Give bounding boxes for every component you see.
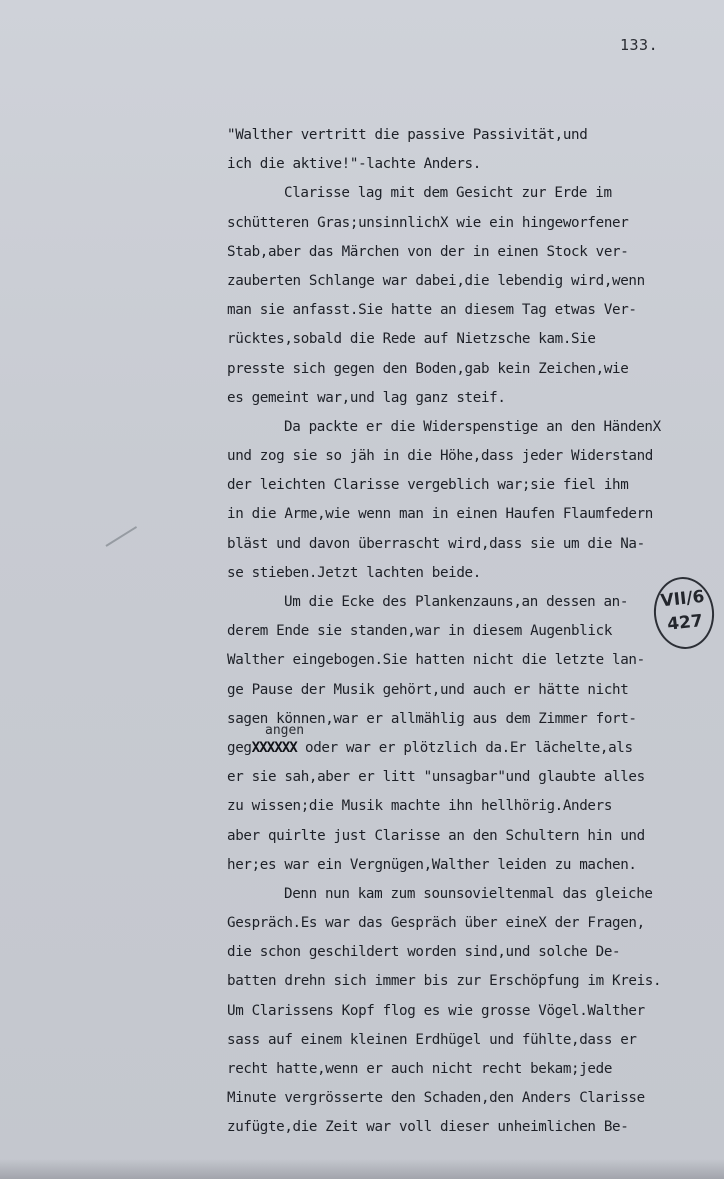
- text-line-1: "Walther vertritt die passive Passivität,und: [227, 127, 588, 143]
- page-number: 133.: [620, 36, 659, 54]
- typescript-body: [227, 121, 697, 1143]
- text-line-22: oder war er plötzlich da.Er lächelte,als: [305, 739, 633, 756]
- text-line-21: sagen können,war er allmählig aus dem Zimmer fort-: [227, 710, 637, 727]
- text-line-10: es gemeint war,und lag ganz steif.: [227, 389, 506, 406]
- text-line-13: der leichten Clarisse vergeblich war;sie fiel ihm: [227, 477, 629, 494]
- text-line-26: her;es war ein Vergnügen,Walther leiden zu machen.: [227, 856, 637, 873]
- text-line-30: batten drehn sich immer bis zur Erschöpfung im Kreis.: [227, 973, 662, 990]
- stamp-bottom-text: 427: [666, 611, 704, 635]
- text-line-20: ge Pause der Musik gehört,und auch er hätte nicht: [227, 681, 629, 698]
- text-line-18: derem Ende sie standen,war in diesem Augenblick: [227, 623, 613, 640]
- margin-pencil-mark: [105, 526, 137, 547]
- text-line-3: Clarisse lag mit dem Gesicht zur Erde im: [284, 185, 612, 202]
- text-line-27: Denn nun kam zum sounsovieltenmal das gleiche: [284, 885, 653, 902]
- text-line-9: presste sich gegen den Boden,gab kein Zeichen,wie: [227, 360, 629, 377]
- stamp-top-text: VII/6: [659, 586, 706, 612]
- text-line-24: zu wissen;die Musik machte ihn hellhörig.Anders: [227, 798, 613, 815]
- text-line-6: zauberten Schlange war dabei,die lebendig wird,wenn: [227, 272, 645, 289]
- text-line-23: er sie sah,aber er litt "unsagbar"und glaubte alles: [227, 769, 645, 786]
- text-line-31: Um Clarissens Kopf flog es wie grosse Vögel.Walther: [227, 1002, 645, 1019]
- text-line-17: Um die Ecke des Plankenzauns,an dessen an-: [284, 594, 629, 610]
- text-line-35: zufügte,die Zeit war voll dieser unheimlichen Be-: [227, 1119, 629, 1136]
- text-line-7: man sie anfasst.Sie hatte an diesem Tag etwas Ver-: [227, 302, 637, 319]
- text-line-2: ich die aktive!"-lachte Anders.: [227, 156, 481, 173]
- text-line-15: bläst und davon überrascht wird,dass sie um die Na-: [227, 535, 645, 552]
- text-line-28: Gespräch.Es war das Gespräch über eineX der Fragen,: [227, 915, 645, 932]
- text-line-25: aber quirlte just Clarisse an den Schultern hin und: [227, 827, 645, 844]
- struck-out-text: XXXXXX: [251, 739, 297, 756]
- text-line-14: in die Arme,wie wenn man in einen Haufen Flaumfedern: [227, 506, 653, 523]
- struck-prefix: geg: [227, 739, 252, 756]
- text-line-4: schütteren Gras;unsinnlichX wie ein hingeworfener: [227, 214, 629, 231]
- interlinear-insertion: angen: [265, 723, 305, 738]
- text-line-12: und zog sie so jäh in die Höhe,dass jeder Widerstand: [227, 448, 653, 465]
- text-line-19: Walther eingebogen.Sie hatten nicht die letzte lan-: [227, 652, 645, 669]
- text-line-11: Da packte er die Widerspenstige an den HändenX: [284, 418, 661, 435]
- text-line-34: Minute vergrösserte den Schaden,den Anders Clarisse: [227, 1090, 645, 1107]
- text-line-33: recht hatte,wenn er auch nicht recht bekam;jede: [227, 1061, 613, 1077]
- text-line-22-struck: [227, 734, 697, 763]
- text-line-29: die schon geschildert worden sind,und solche De-: [227, 944, 621, 961]
- text-line-5: Stab,aber das Märchen von der in einen Stock ver-: [227, 243, 629, 260]
- text-line-16: se stieben.Jetzt lachten beide.: [227, 564, 481, 581]
- text-line-8: rücktes,sobald die Rede auf Nietzsche kam.Sie: [227, 331, 596, 348]
- text-line-32: sass auf einem kleinen Erdhügel und fühlte,dass er: [227, 1031, 637, 1048]
